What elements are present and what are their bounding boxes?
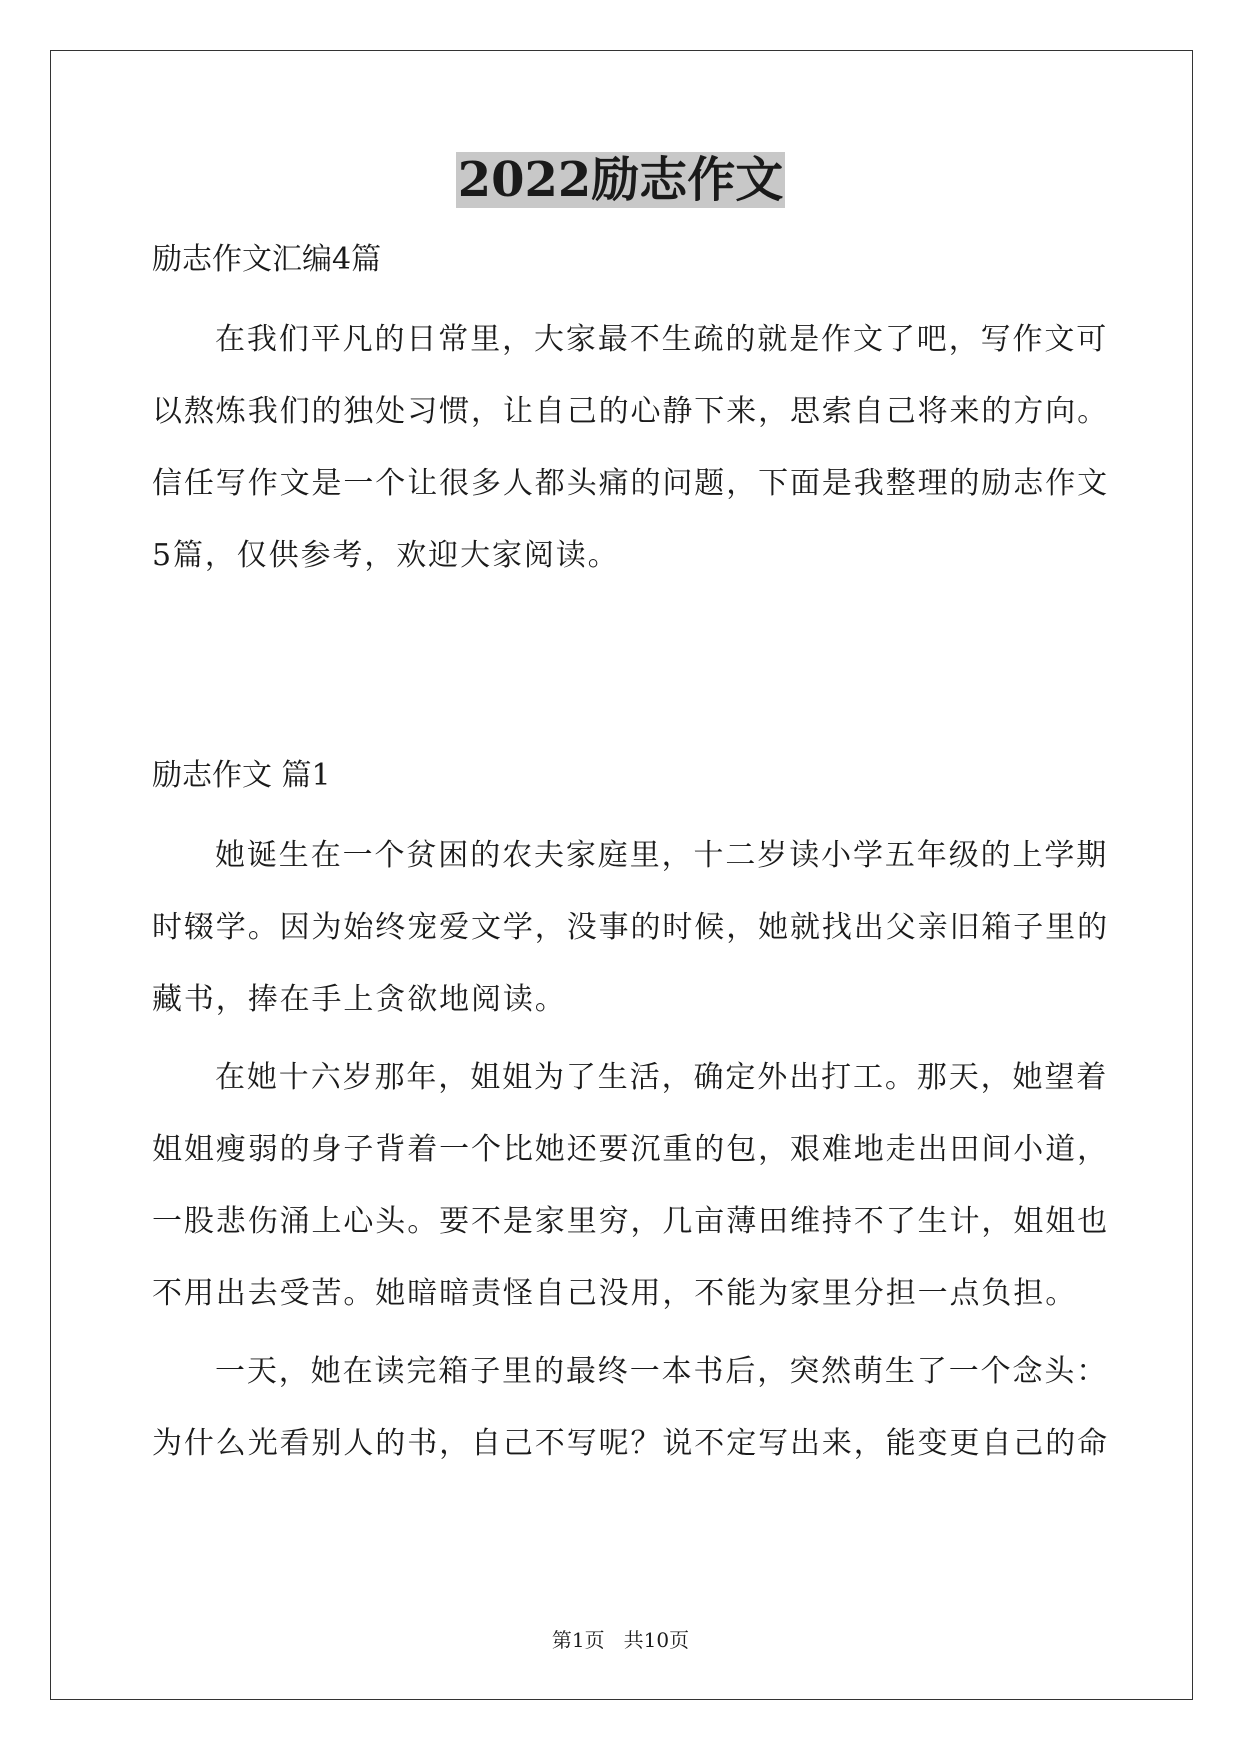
document-subtitle: 励志作文汇编4篇 <box>152 242 382 277</box>
title-highlight: 2022励志作文 <box>457 152 784 208</box>
intro-paragraph-line: 以熬炼我们的独处习惯，让自己的心静下来，思索自己将来的方向。 <box>152 394 1109 429</box>
document-title <box>0 150 1241 210</box>
section-heading: 励志作文 篇1 <box>152 758 331 793</box>
body-paragraph-line: 时辍学。因为始终宠爱文学，没事的时候，她就找出父亲旧箱子里的 <box>152 910 1109 945</box>
intro-paragraph-line: 信任写作文是一个让很多人都头痛的问题，下面是我整理的励志作文 <box>152 466 1109 501</box>
body-paragraph-line: 她诞生在一个贫困的农夫家庭里，十二岁读小学五年级的上学期 <box>215 838 1109 873</box>
body-paragraph-line: 为什么光看别人的书，自己不写呢？说不定写出来，能变更自己的命 <box>152 1426 1109 1461</box>
body-paragraph-line: 姐姐瘦弱的身子背着一个比她还要沉重的包，艰难地走出田间小道， <box>152 1132 1109 1167</box>
page-footer: 第1页 共10页 <box>551 1628 690 1652</box>
body-paragraph-line: 藏书，捧在手上贪欲地阅读。 <box>152 982 567 1017</box>
intro-paragraph-line: 5篇，仅供参考，欢迎大家阅读。 <box>152 538 620 573</box>
body-paragraph-line: 一股悲伤涌上心头。要不是家里穷，几亩薄田维持不了生计，姐姐也 <box>152 1204 1109 1239</box>
intro-paragraph-line: 在我们平凡的日常里，大家最不生疏的就是作文了吧，写作文可 <box>215 322 1109 357</box>
body-paragraph-line: 不用出去受苦。她暗暗责怪自己没用，不能为家里分担一点负担。 <box>152 1276 1078 1311</box>
body-paragraph-line: 一天，她在读完箱子里的最终一本书后，突然萌生了一个念头： <box>215 1354 1109 1389</box>
body-paragraph-line: 在她十六岁那年，姐姐为了生活，确定外出打工。那天，她望着 <box>215 1060 1109 1095</box>
